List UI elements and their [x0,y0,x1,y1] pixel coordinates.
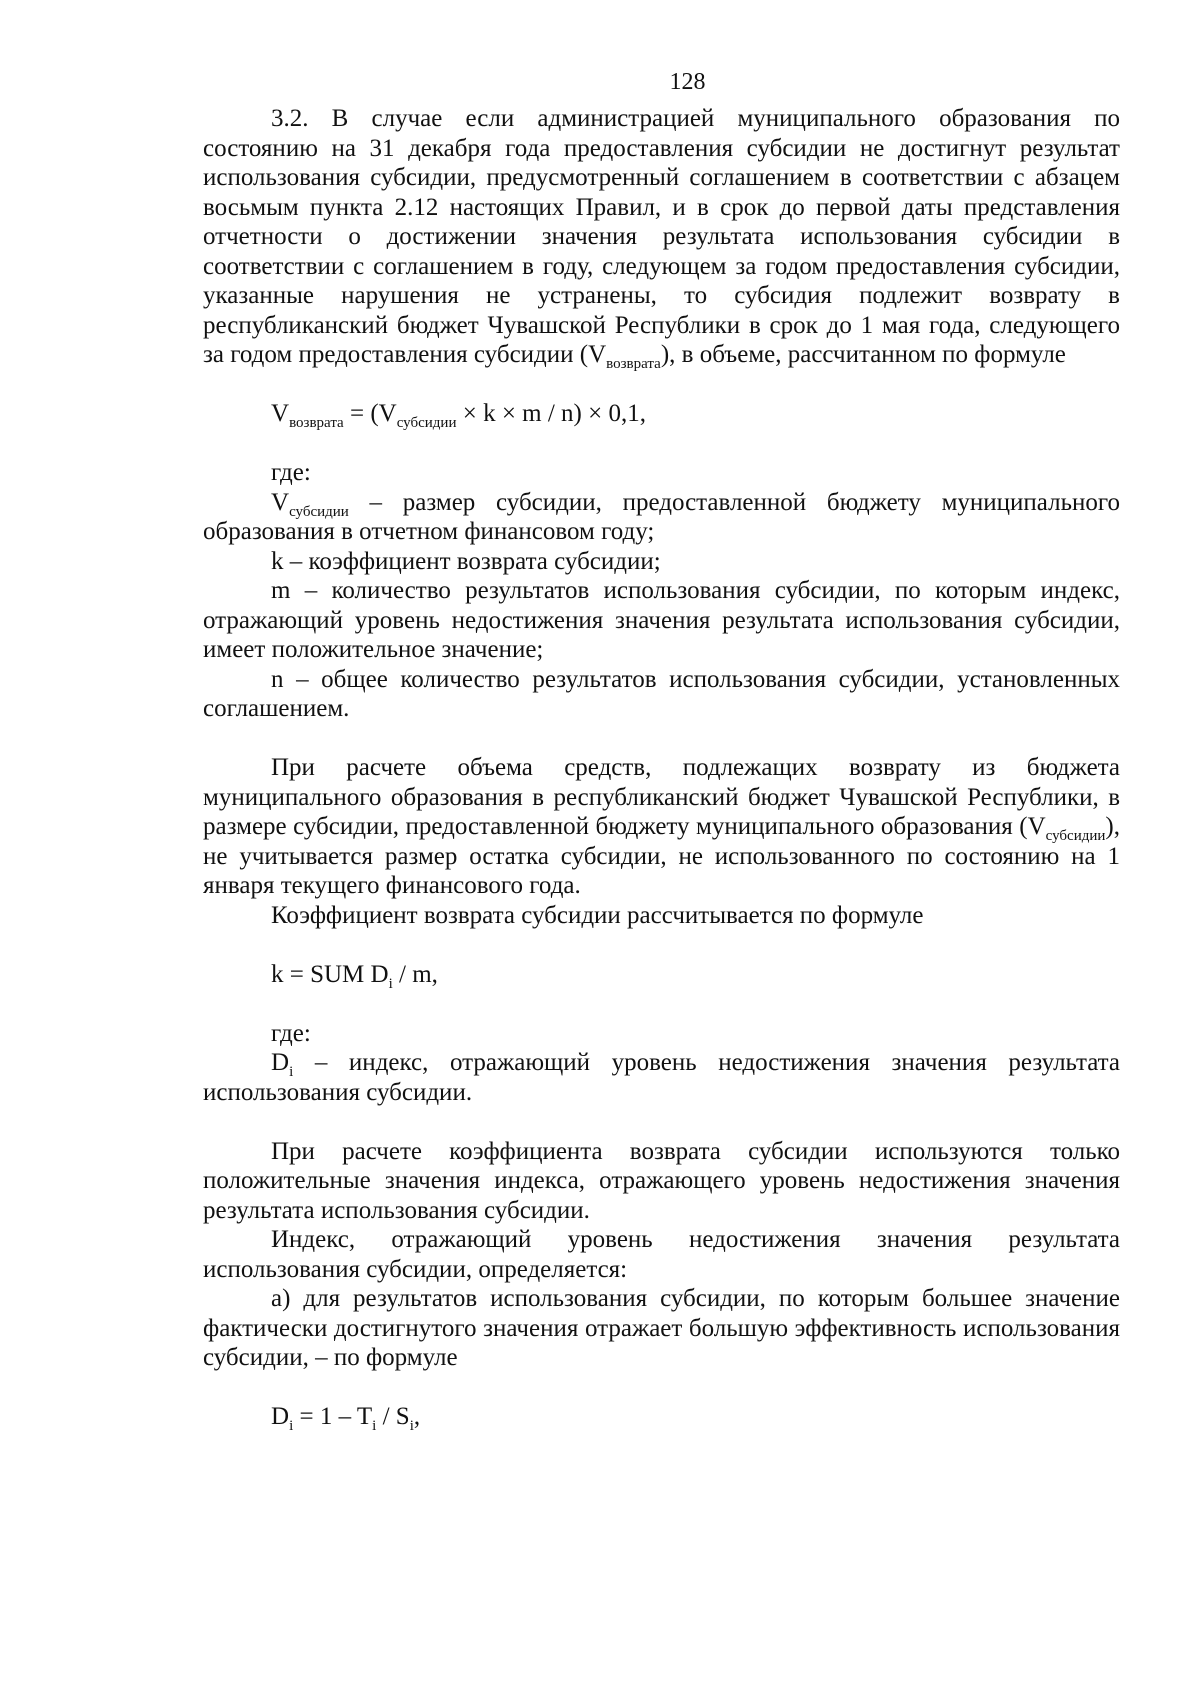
spacer [203,370,1120,400]
paragraph-3-2-tail: ), в объеме, рассчитанном по формуле [660,341,1066,368]
definition-v-text: – размер субсидии, предоставленной бюджету муниципального образования в отчетном финансовом году; [203,488,1120,545]
definition-k: k – коэффициент возврата субсидии; [271,547,661,575]
definition-v: V [271,488,290,516]
paragraph-coefficient: Коэффициент возврата субсидии рассчитывается по формуле [271,901,924,929]
formula-s-sub: i [409,1418,414,1434]
formula-v-sub: возврата [289,415,344,431]
where-label-1: где: [271,459,311,486]
paragraph-3-2 [203,104,1120,370]
formula-d: D [271,1403,290,1430]
formula-k-sub: i [388,975,393,992]
formula-v-return [203,399,1120,429]
definition-v-subsidy [203,488,1120,547]
definition-v-sub: субсидии [289,503,349,520]
formula-k-main: k = SUM D [271,960,389,988]
paragraph-3-2-text: 3.2. В случае если администрацией муниципального образования по состоянию на 31 декабря года предоставления субсидии не достигнут результат использования субсидии, предусмотренный соглашением в соответствии с абзацем восьмым пункта 2.12 настоящих Правил, и в срок до первой даты представления отчетности о достижении значения результата использования субсидии в соответствии с соглашением в году, следующем за годом предоставления субсидии, указанные нарушения не устранены, то субсидия подлежит возврату в республиканский бюджет Чувашской Республики в срок до 1 мая года, следующего за годом предоставления субсидии (V [203,105,1120,368]
spacer [203,724,1120,754]
paragraph-index: Индекс, отражающий уровень недостижения значения результата использования субсидии, определяется: [203,1226,1120,1283]
formula-k [203,960,1120,990]
spacer [203,1373,1120,1403]
formula-end: , [413,1403,421,1430]
spacer [203,1107,1120,1137]
definition-d-sub: i [289,1064,294,1080]
spacer [203,989,1120,1019]
formula-mid-sub: субсидии [396,415,457,431]
definition-d-text: – индекс, отражающий уровень недостижения значения результата использования субсидии. [203,1049,1120,1106]
definition-m: m – количество результатов использования субсидии, по которым индекс, отражающий уровень недостижения значения результата использования субсидии, имеет положительное значение; [203,577,1120,663]
page-number: 128 [669,69,706,95]
paragraph-a: а) для результатов использования субсидии, по которым большее значение фактически достигнутого значения отражает большую эффективность использования субсидии, – по формуле [203,1285,1120,1371]
v-return-subscript: возврата [606,356,661,372]
formula-d-sub: i [289,1418,294,1434]
spacer [203,930,1120,960]
formula-t-sub: i [372,1418,377,1434]
paragraph-calculation-tail: ), не учитывается размер остатка субсидии, не использованного по состоянию на 1 января текущего финансового года. [203,813,1120,899]
formula-v: V [271,400,290,427]
spacer [203,429,1120,459]
paragraph-calculation-text: При расчете объема средств, подлежащих возврату из бюджета муниципального образования в республиканский бюджет Чувашской Республики, в размере субсидии, предоставленной бюджету муниципального образования (V [203,754,1120,840]
definition-di [203,1048,1120,1107]
paragraph-positive-values: При расчете коэффициента возврата субсидии используются только положительные значения индекса, отражающего уровень недостижения значения результата использования субсидии. [203,1137,1120,1224]
formula-mid: = (V [343,400,397,427]
paragraph-calculation [203,753,1120,901]
formula-slash: / S [376,1403,410,1430]
formula-k-tail: / m, [392,960,438,988]
definition-d: D [271,1049,290,1076]
formula-di [203,1402,1120,1432]
definition-n: n – общее количество результатов использования субсидии, установленных соглашением. [203,665,1120,722]
paragraph-calculation-sub: субсидии [1045,828,1106,844]
formula-tail: × k × m / n) × 0,1, [456,400,646,427]
where-label-2: где: [271,1019,311,1047]
formula-eq: = 1 – T [293,1403,373,1430]
